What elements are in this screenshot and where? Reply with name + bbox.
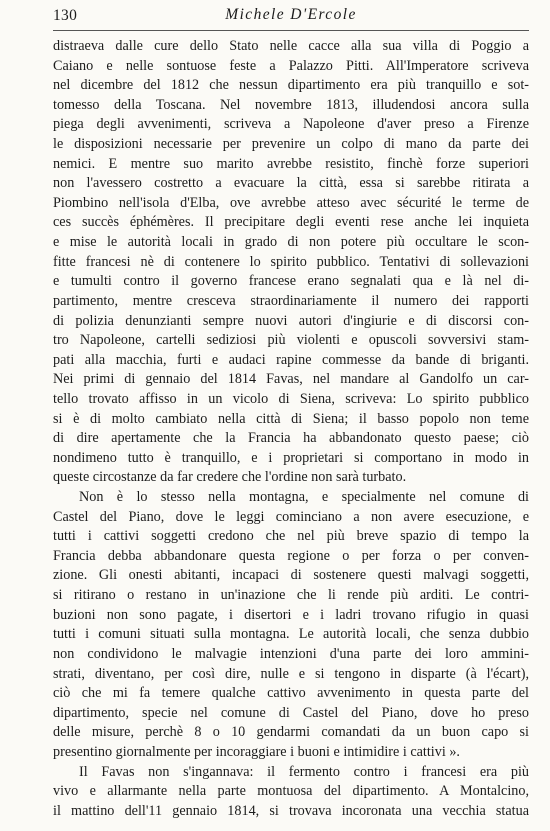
text-line: Caiano e nelle sontuose feste a Palazzo Pitti. All'Imperatore scriveva — [53, 57, 529, 74]
text-line: Il Favas non s'ingannava: il fermento contro i francesi era più — [79, 763, 529, 780]
text-line: piega degli avvenimenti, scriveva a Napoleone d'aver preso a Firenze — [53, 116, 529, 133]
text-line: Francia debba abbandonare questa regione o per forza o per conven- — [53, 547, 529, 564]
text-line: tutti i cattivi soggetti credono che nel più breve spazio di tempo la — [53, 528, 529, 545]
text-line: nondimeno tutto è tranquillo, e i proprietari si comportano in modo in — [53, 449, 529, 466]
text-line: zione. Gli onesti abitanti, incapaci di sostenere questi malvagi soggetti, — [53, 567, 529, 584]
text-line: nel dicembre del 1812 che nessun dipartimento era più tranquillo e sot- — [53, 77, 529, 94]
text-line: ciò che mi fa temere qualche cattivo avvenimento in questa parte del — [53, 685, 529, 702]
text-line: si è di molto cambiato nella città di Siena; il basso popolo non teme — [53, 410, 529, 427]
text-line: dipartimento, specie nel comune di Castel del Piano, dove ho preso — [53, 704, 529, 721]
text-line: Piombino nell'isola d'Elba, ove avrebbe atteso avec sécurité le terme de — [53, 194, 529, 211]
running-title: Michele D'Ercole — [225, 6, 357, 23]
text-line: ces succès éphémères. Il precipitare degli eventi rese anche lei inquieta — [53, 214, 529, 231]
text-line: non l'avessero costretto a evacuare la città, essa si sarebbe ritirata a — [53, 175, 529, 192]
text-line: di dire apertamente che la Francia ha abbandonato questo paese; ciò — [53, 430, 529, 447]
text-line: tro Napoleone, cartelli sediziosi più violenti e opuscoli sovversivi stam- — [53, 332, 529, 349]
text-line: tello trovato affisso in un vicolo di Siena, scriveva: Lo spirito pubblico — [53, 390, 529, 407]
text-line: non condividono le malvagie intenzioni d'una parte dei loro ammini- — [53, 645, 529, 662]
text-line: nemici. E mentre suo marito avrebbe resistito, finchè forze superiori — [53, 155, 529, 172]
text-line: Non è lo stesso nella montagna, e specialmente nel comune di — [79, 489, 529, 506]
text-line: di polizia denunzianti sempre nuovi autori d'ingiurie e di discorsi con- — [53, 312, 529, 329]
running-header — [53, 4, 529, 28]
text-line: buzioni non sono pagate, i disertori e i ladri trovano rifugio in quasi — [53, 606, 529, 623]
text-line: partimento, mentre cresceva straordinariamente il numero dei rapporti — [53, 292, 529, 309]
text-line: tutti i comuni situati sulla montagna. Le autorità locali, che senza dubbio — [53, 626, 529, 643]
text-line: delle misure, perchè 8 o 10 gendarmi comandati da un buon capo si — [53, 724, 529, 741]
body-text — [53, 37, 529, 821]
page-number: 130 — [53, 7, 78, 24]
text-line: e mise le autorità locali in grado di non potere più occultare le scon- — [53, 234, 529, 251]
text-line: tomesso della Toscana. Nel novembre 1813, illudendosi ancora sulla — [53, 96, 529, 113]
header-rule — [53, 30, 529, 31]
text-line: Nei primi di gennaio del 1814 Favas, nel mandare al Gandolfo un car- — [53, 371, 529, 388]
text-line: Castel del Piano, dove le leggi cominciano a non avere esecuzione, e — [53, 508, 529, 525]
text-line: le disposizioni necessarie per prevenire un colpo di mano da parte dei — [53, 136, 529, 153]
text-line: distraeva dalle cure dello Stato nelle cacce alla sua villa di Poggio a — [53, 38, 529, 54]
text-line: queste circostanze da far credere che l'ordine non sarà turbato. — [53, 469, 407, 486]
text-line: il mattino dell'11 gennaio 1814, si trovava incoronata una vecchia statua — [53, 802, 529, 819]
text-line: vivo e allarmante nella parte montuosa del dipartimento. A Montalcino, — [53, 783, 529, 800]
text-line: e tumulti contro il governo francese erano segnalati qua e là nel di- — [53, 273, 529, 290]
text-line: pati alla macchia, furti e audaci rapine commesse da bande di briganti. — [53, 351, 529, 368]
text-line: fitte francesi nè di contenere lo spirito pubblico. Tentativi di sollevazioni — [53, 253, 529, 270]
text-line: presentino giornalmente per incoraggiare i buoni e intimidire i cattivi ». — [53, 743, 460, 760]
text-line: si ritirano o restano in un'inazione che li rende più arditi. Le contri- — [53, 587, 529, 604]
text-line: strati, diventano, per così dire, nulle e si tengono in disparte (à l'écart), — [53, 665, 529, 682]
